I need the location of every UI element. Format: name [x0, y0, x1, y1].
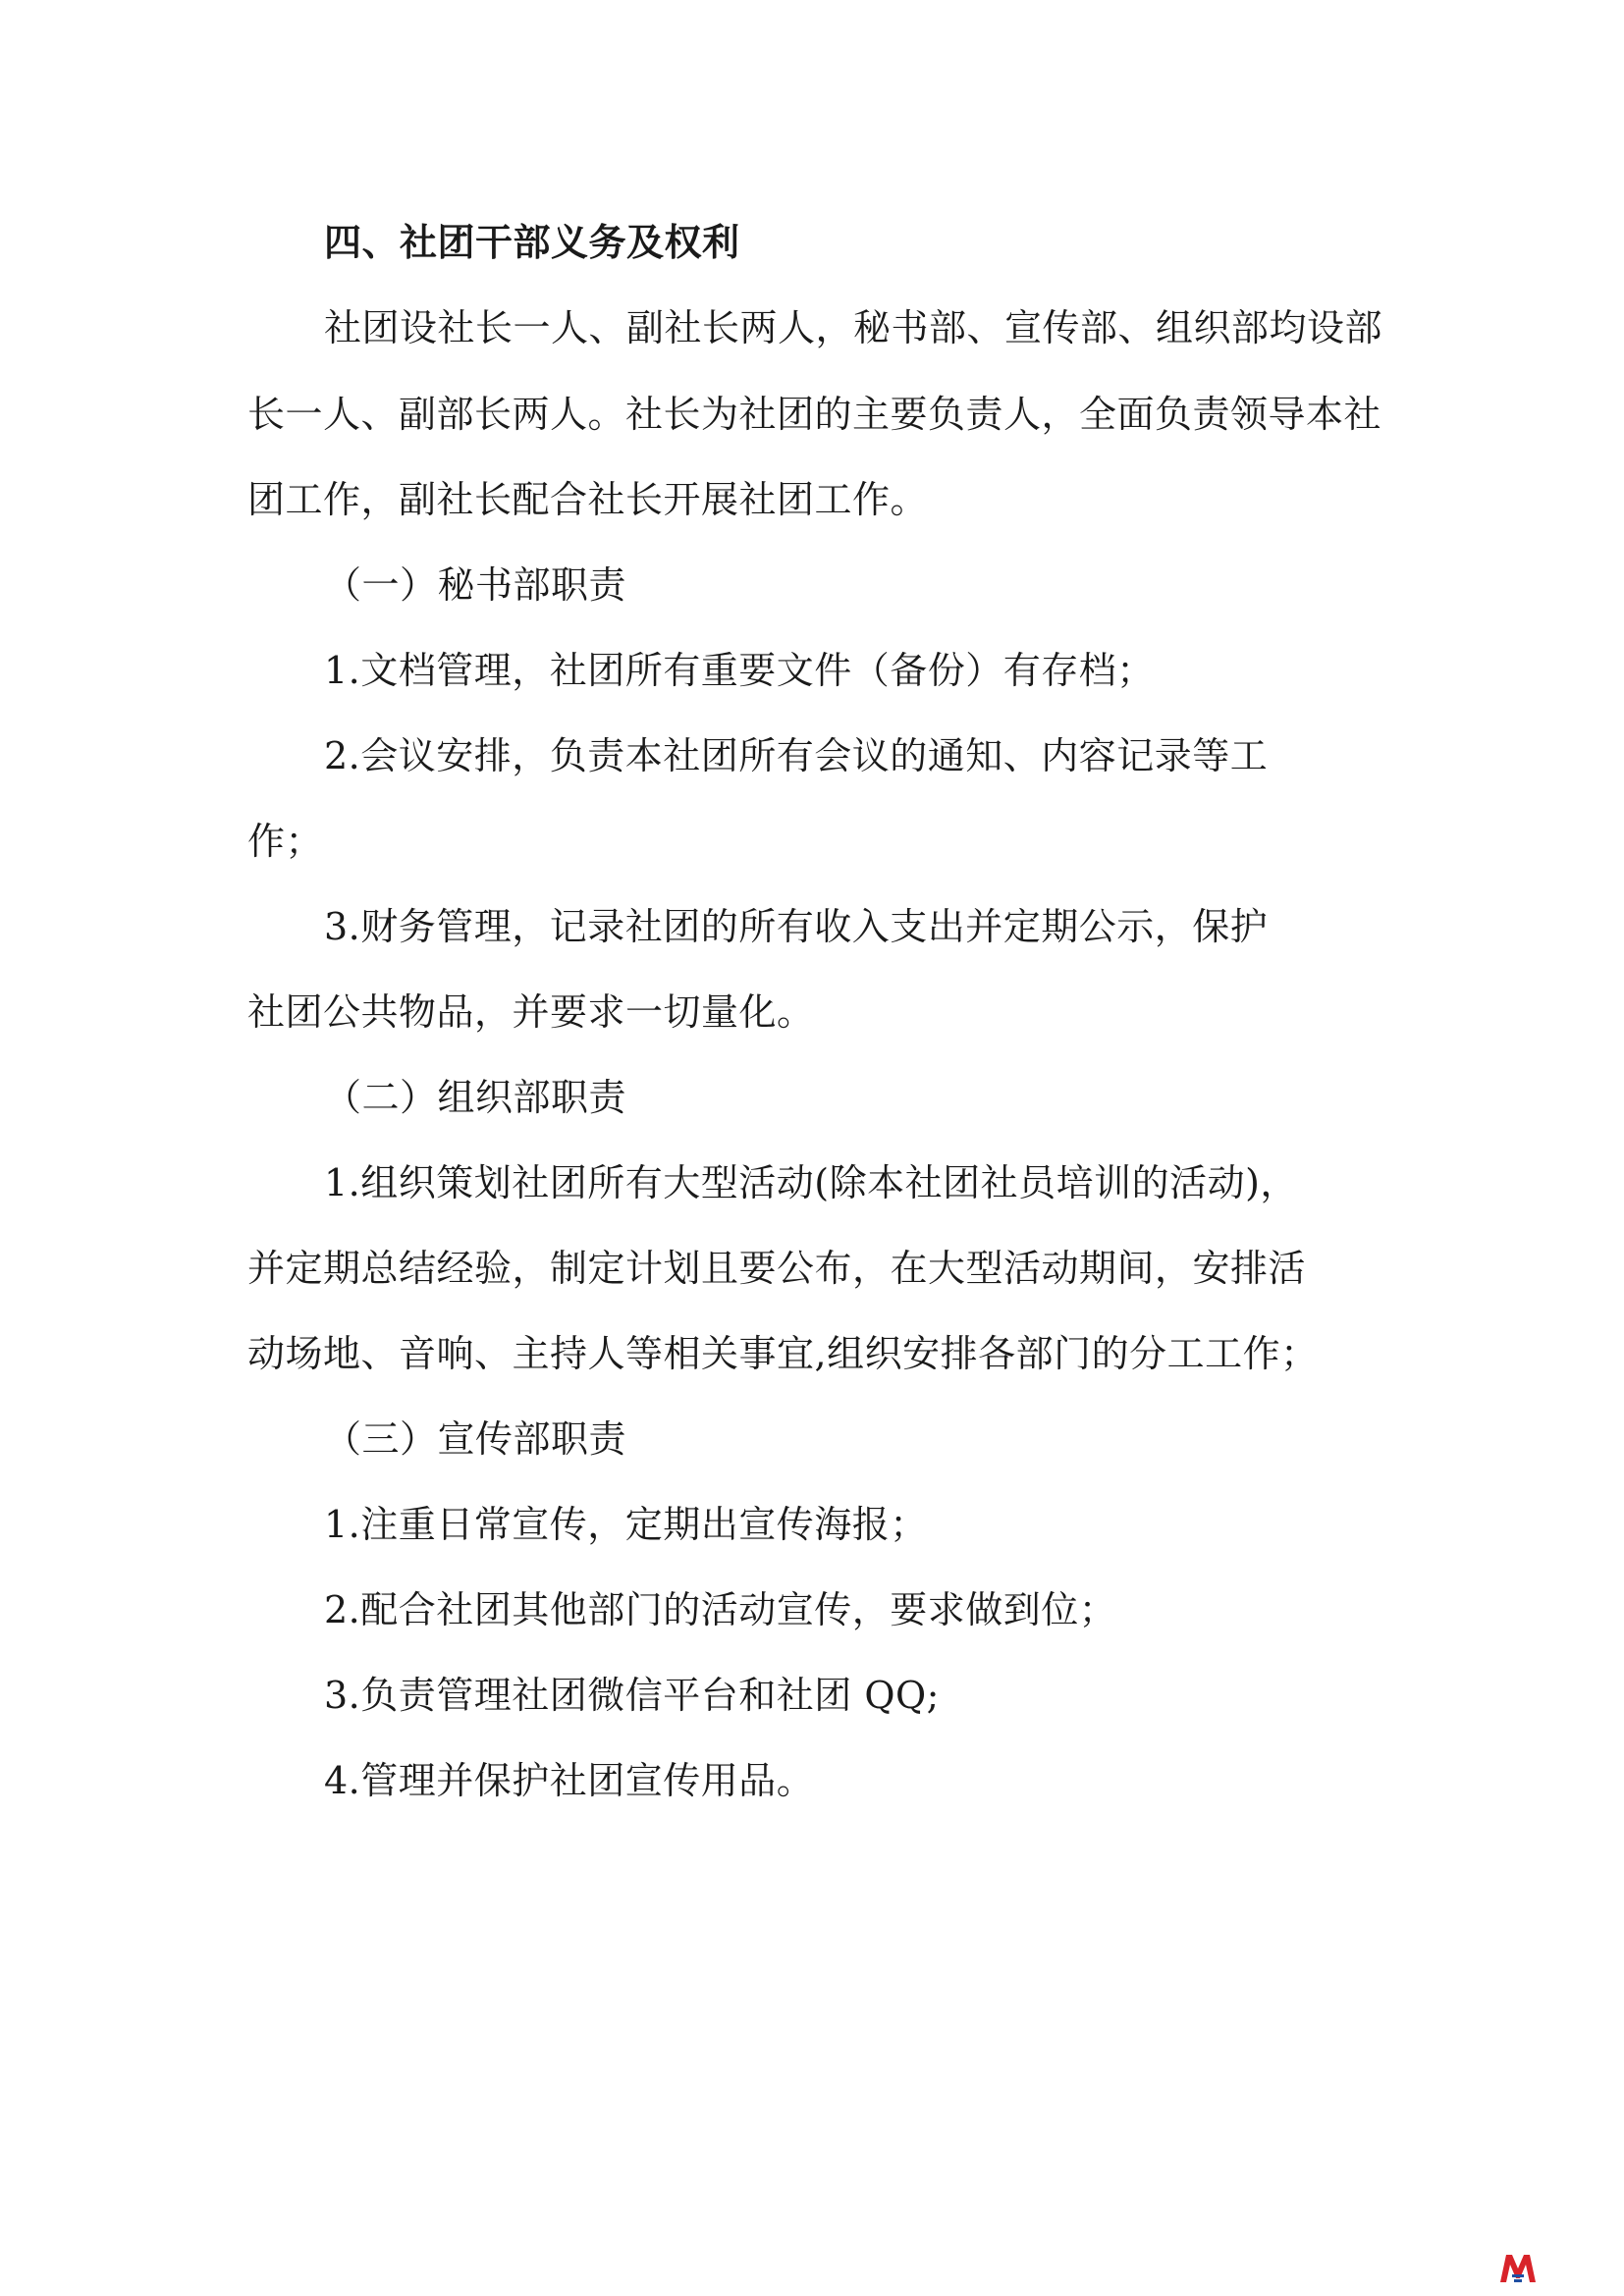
secretariat-item-3-line-1: 3.财务管理，记录社团的所有收入支出并定期公示，保护	[324, 905, 1269, 948]
organization-item-1-line-1: 1.组织策划社团所有大型活动(除本社团社员培训的活动)，	[324, 1161, 1298, 1204]
publicity-item-2: 2.配合社团其他部门的活动宣传，要求做到位；	[324, 1588, 1117, 1631]
secretariat-item-3-line-2: 社团公共物品，并要求一切量化。	[247, 990, 815, 1034]
intro-line-3: 团工作，副社长配合社长开展社团工作。	[247, 478, 929, 521]
secretariat-title: （一）秘书部职责	[324, 563, 627, 607]
secretariat-item-2-line-1: 2.会议安排，负责本社团所有会议的通知、内容记录等工	[324, 734, 1269, 777]
organization-item-1-line-3: 动场地、音响、主持人等相关事宜,组织安排各部门的分工工作；	[247, 1332, 1319, 1375]
logo-icon	[1498, 2253, 1538, 2284]
organization-item-1-line-2: 并定期总结经验，制定计划且要公布，在大型活动期间，安排活	[247, 1247, 1307, 1290]
organization-title: （二）组织部职责	[324, 1076, 627, 1119]
secretariat-item-2-line-2: 作；	[247, 820, 324, 863]
secretariat-item-1: 1.文档管理，社团所有重要文件（备份）有存档；	[324, 649, 1155, 692]
intro-line-2: 长一人、副部长两人。社长为社团的主要负责人，全面负责领导本社	[247, 393, 1382, 436]
intro-line-1: 社团设社长一人、副社长两人，秘书部、宣传部、组织部均设部	[324, 306, 1383, 349]
publicity-item-4: 4.管理并保护社团宣传用品。	[324, 1759, 815, 1802]
section-heading: 四、社团干部义务及权利	[324, 221, 740, 264]
publicity-item-3: 3.负责管理社团微信平台和社团 QQ;	[324, 1674, 940, 1717]
publicity-item-1: 1.注重日常宣传，定期出宣传海报；	[324, 1503, 928, 1546]
publicity-title: （三）宣传部职责	[324, 1417, 627, 1461]
